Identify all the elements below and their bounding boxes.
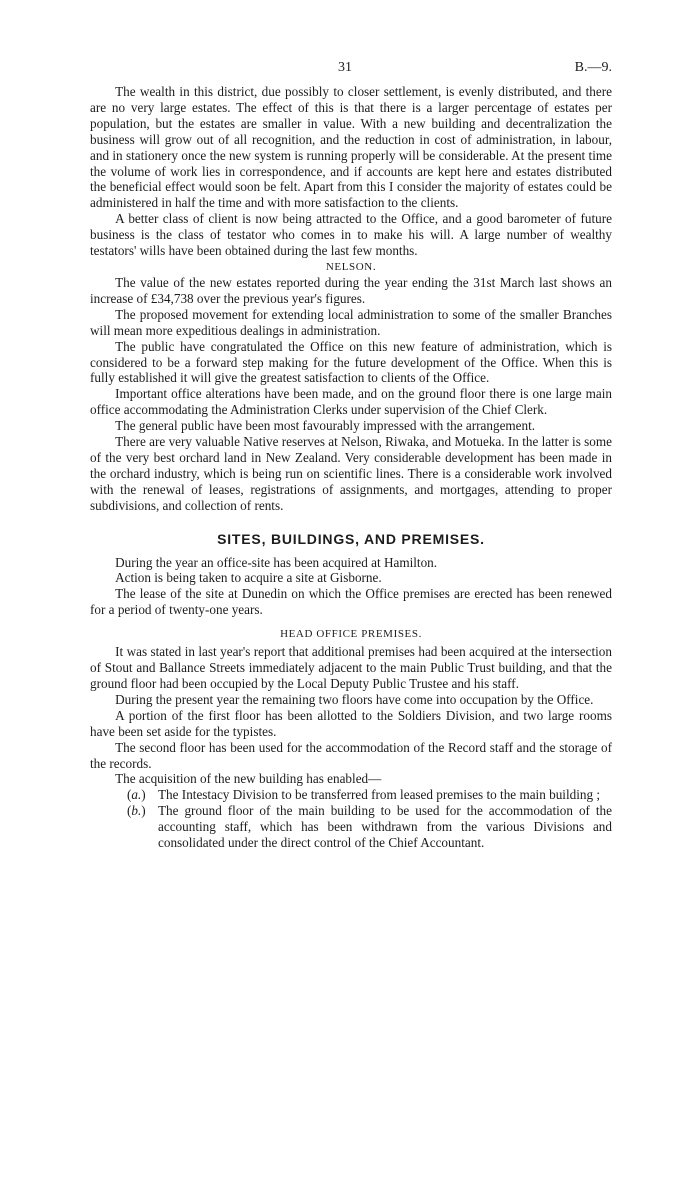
list-item [90, 803, 612, 851]
head-office-section [90, 626, 612, 851]
list-item-label: (b.) [127, 803, 146, 819]
head-office-heading: HEAD OFFICE PREMISES. [280, 628, 422, 641]
paragraph: The acquisition of the new building has enabled— [115, 771, 382, 787]
paragraph: The value of the new estates reported during the year ending the 31st March last shows an increase of £34,738 over the previous year's figures. [90, 274, 612, 306]
list-item-text: The ground floor of the main building to be used for the accommodation of the accounting staff, which has been withdrawn from the various Divisions and consolidated under the direct control of the Chief Accountant. [158, 803, 612, 851]
paragraph: During the present year the remaining two floors have come into occupation by the Office. [115, 691, 594, 707]
paragraph: It was stated in last year's report that additional premises had been acquired at the intersection of Stout and Ballance Streets immediately adjacent to the main Public Trust building, and that the ground floor had been occupied by the Local Deputy Public Trustee and his staff. [90, 644, 612, 691]
sites-heading: SITES, BUILDINGS, AND PREMISES. [217, 530, 485, 547]
paragraph: There are very valuable Native reserves at Nelson, Riwaka, and Motueka. In the latter is some of the very best orchard land in New Zealand. Very considerable development has been made in the orchard industry, which is being run on scientific lines. There is a considerable work involved with the renewal of leases, registrations of assignments, and mortgages, attending to proper subdivisions, and collection of rents. [90, 434, 612, 513]
document-reference: B.—9. [574, 60, 612, 75]
page-number: 31 [338, 60, 352, 75]
paragraph: The public have congratulated the Office on this new feature of administration, which is considered to be a forward step making for the future development of the Office. When this is fully established it will give the greatest satisfaction to clients of the Office. [90, 338, 612, 386]
list-item [90, 787, 612, 803]
paragraph: A better class of client is now being attracted to the Office, and a good barometer of future business is the class of testator who comes in to make his will. A large number of wealthy testators' wills have been obtained during the last few months. [90, 211, 612, 259]
paragraph: A portion of the first floor has been allotted to the Soldiers Division, and two large rooms have been set aside for the typistes. [90, 707, 612, 739]
list-item-label: (a.) [127, 787, 146, 803]
page-header [90, 60, 612, 84]
paragraph: The wealth in this district, due possibly to closer settlement, is evenly distributed, and there are no very large estates. The effect of this is that there is a larger percentage of estates per population, but the estates are smaller in value. With a new building and decentralization the business will grow out of all recognition, and the reduction in cost of administration, in labour, and in stationery once the new system is running properly will be considerable. At the present time the volume of work lies in correspondence, and if accounts are kept here and estates distributed the beneficial effect would soon be felt. Apart from this I consider the majority of estates could be administered in half the time and with more satisfaction to the clients. [90, 84, 612, 211]
paragraph: The general public have been most favourably impressed with the arrangement. [115, 418, 536, 434]
paragraph: The lease of the site at Dunedin on which the Office premises are erected has been renewed for a period of twenty-one years. [90, 586, 612, 618]
nelson-section [90, 259, 612, 514]
paragraph: The proposed movement for extending local administration to some of the smaller Branches will mean more expeditious dealings in administration. [90, 306, 612, 338]
document-page [90, 60, 612, 851]
paragraph: During the year an office-site has been acquired at Hamilton. [115, 554, 438, 570]
paragraph: Action is being taken to acquire a site at Gisborne. [115, 570, 382, 586]
list-item-text: The Intestacy Division to be transferred from leased premises to the main building ; [158, 787, 601, 803]
paragraph: The second floor has been used for the accommodation of the Record staff and the storage of the records. [90, 739, 612, 771]
paragraph: Important office alterations have been made, and on the ground floor there is one large main office accommodating the Administration Clerks under supervision of the Chief Clerk. [90, 386, 612, 418]
nelson-heading: NELSON. [325, 260, 377, 273]
district-section [90, 84, 612, 259]
sites-section [90, 530, 612, 619]
